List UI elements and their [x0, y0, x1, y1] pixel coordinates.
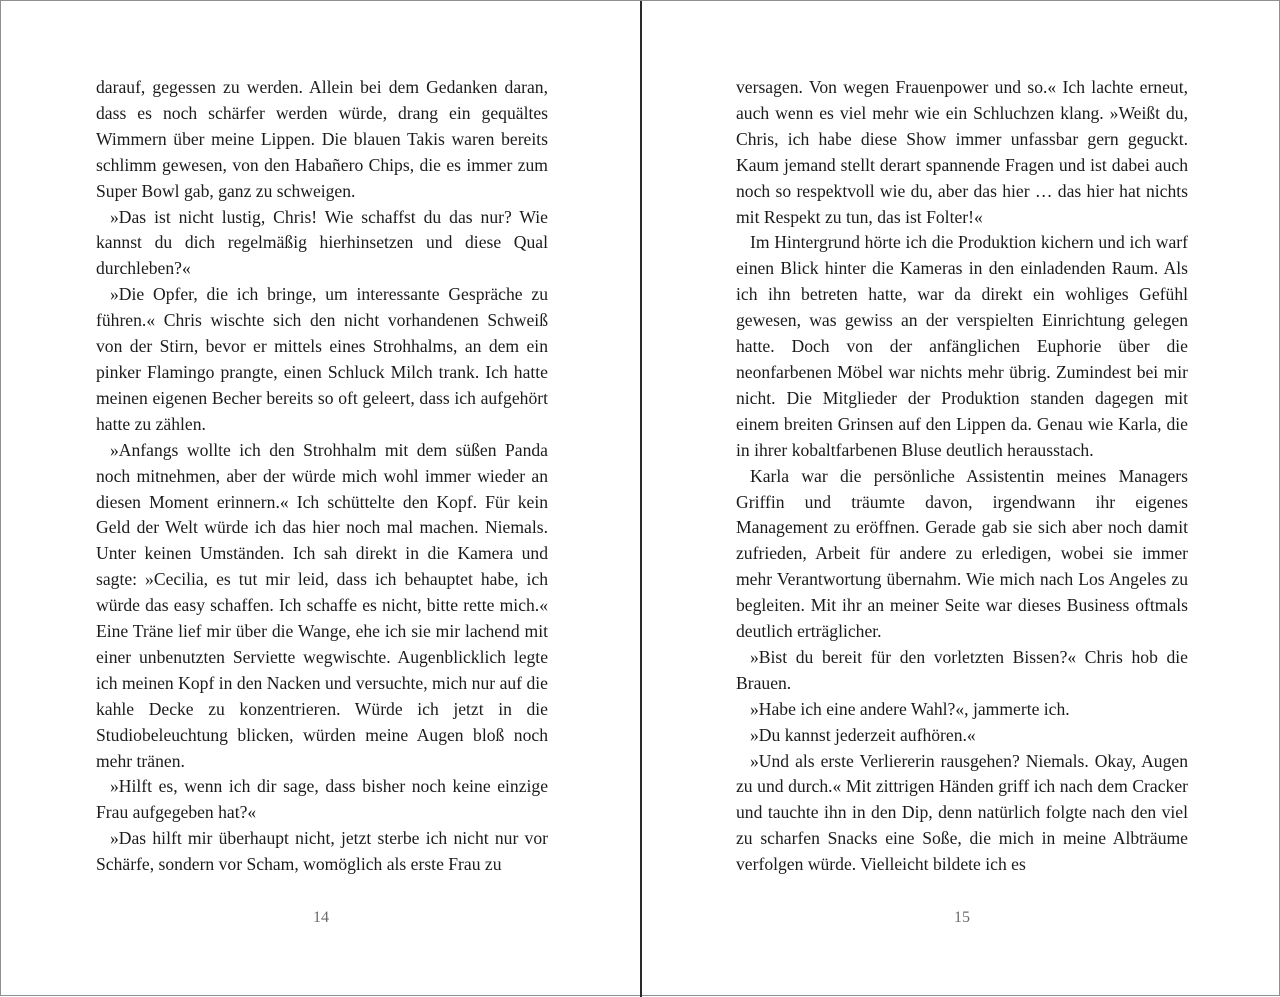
- paragraph: versagen. Von wegen Frauenpower und so.« Ich lachte erneut, auch wenn es viel mehr wie ein Schluchzen klang. »Weißt du, Chris, ich habe diese Show immer unfassbar gern geguckt. Kaum jemand stellt derart spannende Fragen und ist dabei auch noch so respektvoll wie du, aber das hier … das hier hat nichts mit Respekt zu tun, das ist Folter!«: [736, 77, 1188, 227]
- paragraph: »Anfangs wollte ich den Strohhalm mit dem süßen Panda noch mitnehmen, aber der würde mich wohl immer wieder an diesen Moment erinnern.« Ich schüttelte den Kopf. Für kein Geld der Welt würde ich das hier noch mal machen. Niemals. Unter keinen Umständen. Ich sah direkt in die Kamera und sagte: »Cecilia, es tut mir leid, dass ich behauptet habe, ich würde das easy schaffen. Ich schaffe es nicht, bitte rette mich.« Eine Träne lief mir über die Wange, ehe ich sie mir lachend mit einer unbenutzten Serviette wegwischte. Augenblicklich legte ich meinen Kopf in den Nacken und versuchte, mich nur auf die kahle Decke zu konzentrieren. Würde ich jetzt in die Studiobeleuchtung blicken, würden meine Augen bloß noch mehr tränen.: [96, 439, 548, 771]
- right-page-text: [736, 75, 1188, 878]
- page-number: 15: [954, 909, 970, 926]
- paragraph: Im Hintergrund hörte ich die Produktion kichern und ich warf einen Blick hinter die Kameras in den einladenden Raum. Als ich ihn betreten hatte, war da direkt ein wohliges Gefühl gewesen, was gewiss an der verspielten Einrichtung gelegen hatte. Doch von der anfänglichen Euphorie über die neonfarbenen Möbel war nichts mehr übrig. Zumindest bei mir nicht. Die Mitglieder der Produktion standen dagegen mit einem breiten Grinsen auf den Lippen da. Genau wie Karla, die in ihrer kobaltfarbenen Bluse deutlich herausstach.: [736, 232, 1188, 460]
- paragraph: »Habe ich eine andere Wahl?«, jammerte ich.: [750, 698, 1070, 719]
- left-page-text: [96, 75, 548, 878]
- paragraph: »Das ist nicht lustig, Chris! Wie schaffst du das nur? Wie kannst du dich regelmäßig hierhinsetzen und diese Qual durchleben?«: [96, 206, 548, 279]
- paragraph: »Das hilft mir überhaupt nicht, jetzt sterbe ich nicht nur vor Schärfe, sondern vor Scham, womöglich als erste Frau zu: [96, 828, 548, 875]
- paragraph: »Und als erste Verliererin rausgehen? Niemals. Okay, Augen zu und durch.« Mit zittrigen Händen griff ich nach dem Cracker und tauchte ihn in den Dip, denn natürlich folgte nach den viel zu scharfen Snacks eine Soße, die mich in meine Albträume verfolgen würde. Vielleicht bildete ich es: [736, 750, 1188, 875]
- paragraph: darauf, gegessen zu werden. Allein bei dem Gedanken daran, dass es noch schärfer werden würde, drang ein gequältes Wimmern über meine Lippen. Die blauen Takis waren bereits schlimm gewesen, von den Habañero Chips, die es immer zum Super Bowl gab, ganz zu schweigen.: [96, 77, 548, 201]
- paragraph: »Du kannst jederzeit aufhören.«: [750, 724, 976, 745]
- right-page: [642, 1, 1280, 997]
- left-page: [1, 1, 641, 997]
- paragraph: Karla war die persönliche Assistentin meines Managers Griffin und träumte davon, irgendwann ihr eigenes Management zu eröffnen. Gerade gab sie sich aber noch damit zufrieden, Arbeit für andere zu erledigen, wobei sie immer mehr Verantwortung übernahm. Wie mich nach Los Angeles zu begleiten. Mit ihr an meiner Seite war dieses Business oftmals deutlich erträglicher.: [736, 465, 1188, 642]
- page-number: 14: [313, 909, 329, 926]
- paragraph: »Bist du bereit für den vorletzten Bissen?« Chris hob die Brauen.: [736, 646, 1188, 693]
- paragraph: »Die Opfer, die ich bringe, um interessante Gespräche zu führen.« Chris wischte sich den nicht vorhandenen Schweiß von der Stirn, bevor er mittels eines Strohhalms, an dem ein pinker Flamingo prangte, einen Schluck Milch trank. Ich hatte meinen eigenen Becher bereits so oft geleert, dass ich aufgehört hatte zu zählen.: [96, 284, 548, 434]
- paragraph: »Hilft es, wenn ich dir sage, dass bisher noch keine einzige Frau aufgegeben hat?«: [96, 776, 548, 823]
